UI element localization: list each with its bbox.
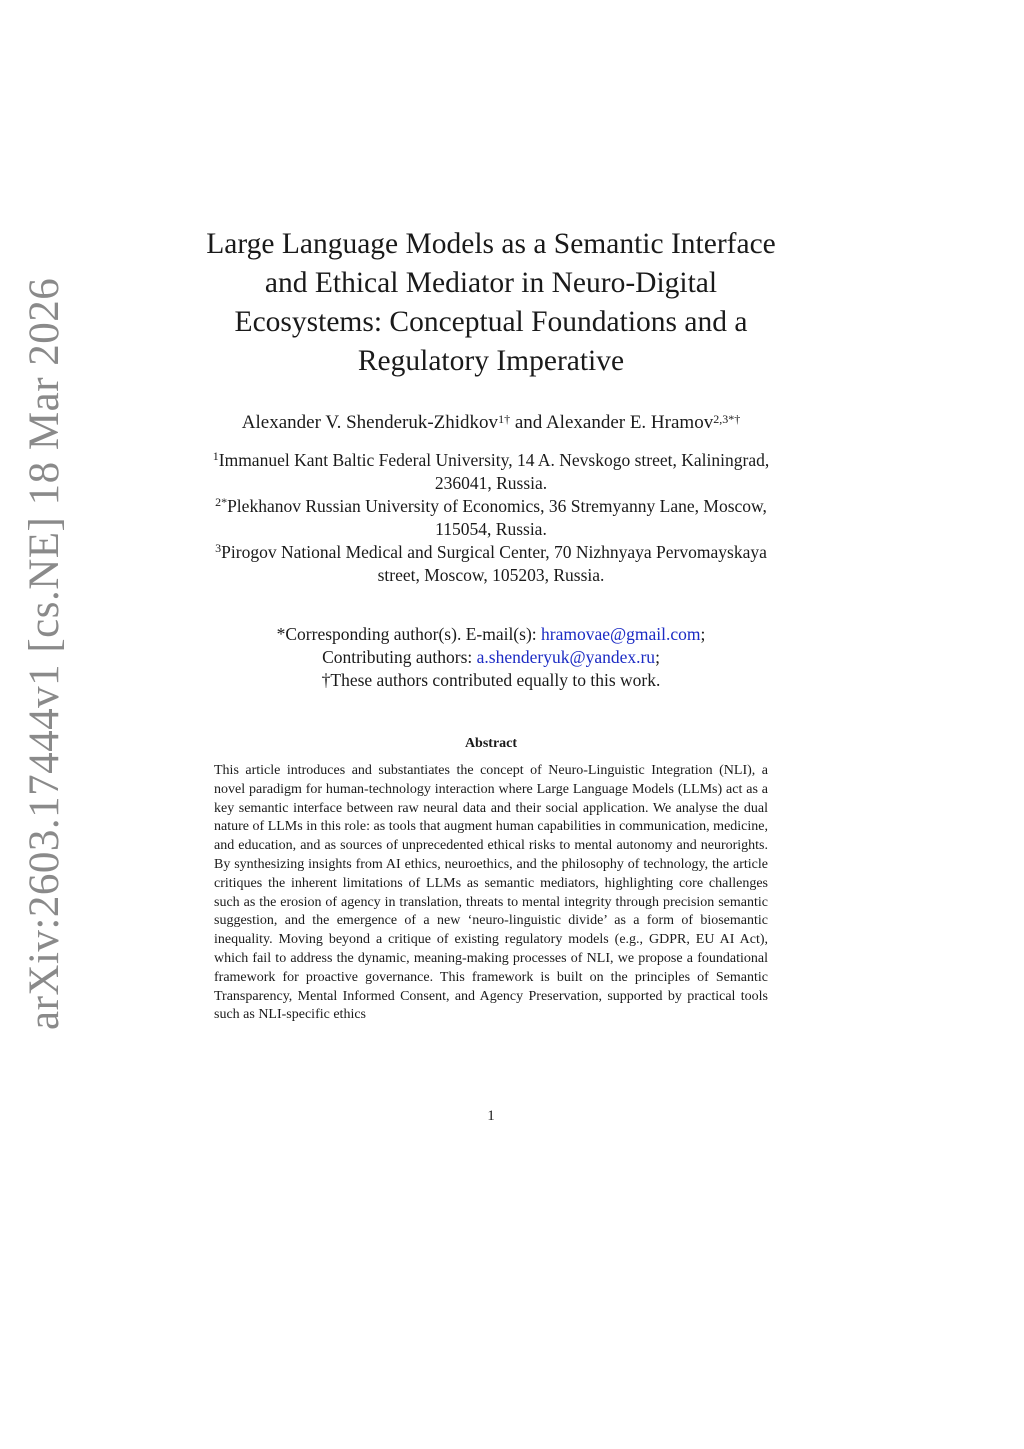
affiliation bbox=[200, 495, 782, 541]
author-separator: and bbox=[510, 412, 546, 433]
abstract-heading: Abstract bbox=[464, 736, 518, 751]
corresponding-email-link[interactable]: hramovae@gmail.com bbox=[541, 624, 701, 644]
punctuation: ; bbox=[655, 647, 660, 667]
corresponding-label: *Corresponding author(s). E-mail(s): bbox=[276, 624, 542, 644]
affiliation-mark: 2* bbox=[215, 495, 228, 509]
abstract-text: This article introduces and substantiates the concept of Neuro-Linguistic Integration (NLI), a novel paradigm for human-technology interaction where Large Language Models (LLMs) act as a key semantic interface between raw neural data and their social application. We analyse the dual nature of LLMs in this role: as tools that augment human capabilities in communication, medicine, and education, and as sources of unprecedented ethical risks to mental autonomy and neurorights. By synthesizing insights from AI ethics, neuroethics, and the philosophy of technology, the article critiques the inherent limitations of LLMs as semantic mediators, highlighting core challenges such as the erosion of agency in translation, threats to mental integrity through precision semantic suggestion, and the emergence of a new ‘neuro-linguistic divide’ as a form of biosemantic inequality. Moving beyond a critique of existing regulatory models (e.g., GDPR, EU AI Act), which fail to address the dynamic, meaning-making processes of NLI, we propose a foundational framework for proactive governance. This framework is built on the principles of Semantic Transparency, Mental Informed Consent, and Agency Preservation, supported by practical tools such as NLI-specific ethics bbox=[214, 763, 768, 1023]
author-name: Alexander V. Shenderuk-Zhidkov bbox=[241, 412, 499, 433]
correspondence-block bbox=[200, 623, 782, 692]
equal-contribution-note: †These authors contributed equally to this work. bbox=[321, 670, 661, 690]
paper-title: Large Language Models as a Semantic Interface and Ethical Mediator in Neuro-Digital Ecosystems: Conceptual Foundations and a Regulatory Imperative bbox=[206, 228, 776, 377]
affiliation-mark: 1 bbox=[212, 449, 219, 463]
contributing-authors-line bbox=[200, 646, 782, 669]
page-number: 1 bbox=[487, 1108, 495, 1124]
contributing-email-link[interactable]: a.shenderyuk@yandex.ru bbox=[476, 647, 656, 667]
affiliation bbox=[200, 541, 782, 587]
author-marks: 2,3*† bbox=[713, 412, 741, 426]
punctuation: ; bbox=[700, 624, 706, 644]
affiliation-text: Pirogov National Medical and Surgical Center, 70 Nizhnyaya Pervomayskaya street, Moscow, 105203, Russia. bbox=[221, 542, 767, 585]
affiliation-text: Plekhanov Russian University of Economics, 36 Stremyanny Lane, Moscow, 115054, Russia. bbox=[227, 496, 767, 539]
arxiv-identifier-stamp: arXiv:2603.17444v1 [cs.NE] 18 Mar 2026 bbox=[21, 277, 68, 1030]
author-marks: 1† bbox=[498, 412, 511, 426]
author-name: Alexander E. Hramov bbox=[545, 412, 714, 433]
contributing-label: Contributing authors: bbox=[322, 647, 477, 667]
affiliation-list bbox=[200, 449, 782, 587]
paper-front-matter bbox=[200, 225, 782, 1025]
affiliation-mark: 3 bbox=[215, 541, 222, 555]
affiliation bbox=[200, 449, 782, 495]
author-list bbox=[200, 411, 782, 435]
affiliation-text: Immanuel Kant Baltic Federal University, 14 A. Nevskogo street, Kaliningrad, 236041, Russia. bbox=[218, 450, 770, 493]
corresponding-author-line bbox=[200, 623, 782, 646]
